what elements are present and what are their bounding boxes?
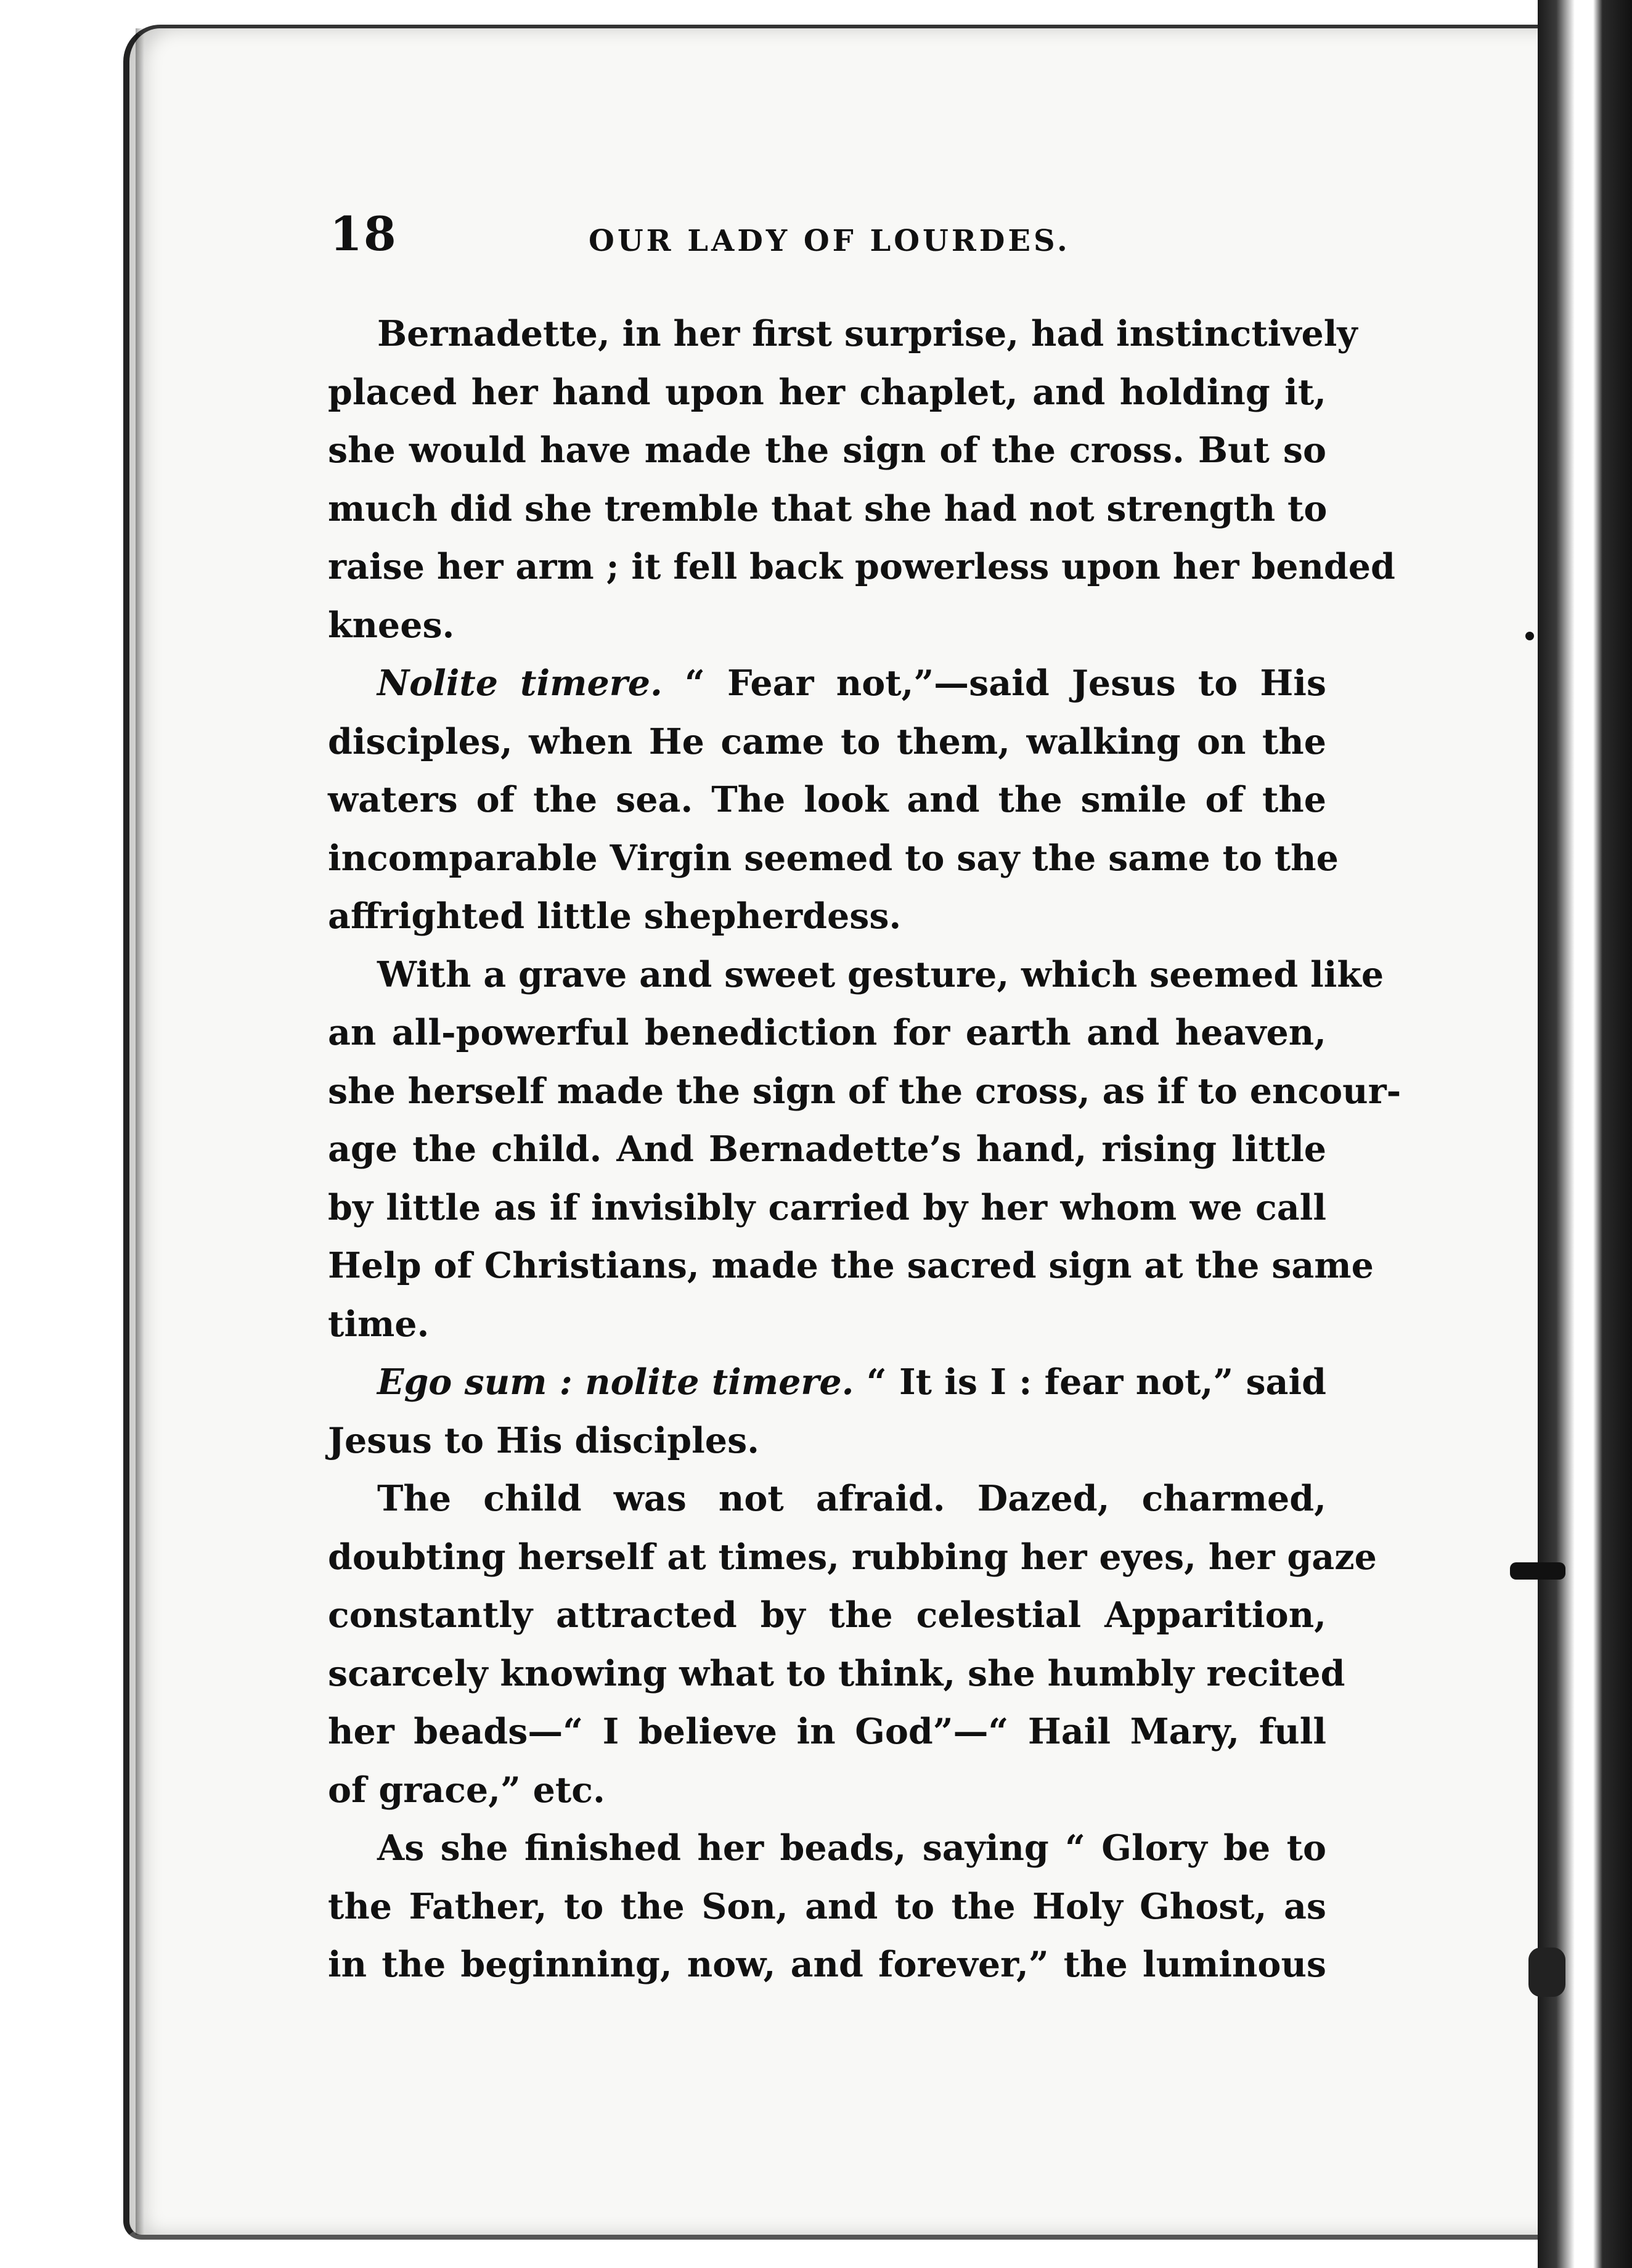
body-text (328, 305, 1401, 1994)
text-line: scarcely knowing what to think, she humbly recited (328, 1652, 1345, 1694)
text-run: “ Fear not,”—said Jesus to His (662, 663, 1326, 704)
paragraph (328, 655, 1339, 946)
latin-phrase: Ego sum : nolite timere. (377, 1361, 854, 1403)
text-line (328, 655, 1326, 713)
paragraph (328, 305, 1395, 655)
text-line: Bernadette, in her first surprise, had instinctively (377, 313, 1358, 354)
text-line: time. (328, 1303, 430, 1345)
text-line: an all-powerful benediction for earth and heaven, (328, 1012, 1326, 1053)
ink-speck (1525, 632, 1534, 640)
text-line: her beads—“ I believe in God”—“ Hail Mary, full (328, 1711, 1326, 1752)
paragraph (328, 946, 1401, 1354)
text-line: Jesus to His disciples. (328, 1419, 760, 1461)
text-line: doubting herself at times, rubbing her eyes, her gaze (328, 1536, 1377, 1578)
text-run: “ It is I : fear not,” said (854, 1361, 1326, 1403)
latin-phrase: Nolite timere. (377, 663, 663, 704)
text-line: incomparable Virgin seemed to say the same to the (328, 837, 1339, 879)
text-line: As she finished her beads, saying “ Glory be to (377, 1827, 1326, 1869)
text-line: Help of Christians, made the sacred sign at the same (328, 1245, 1374, 1286)
paragraph (328, 1470, 1377, 1819)
text-line: placed her hand upon her chaplet, and holding it, (328, 371, 1326, 413)
book-gutter (1538, 0, 1632, 2268)
text-line: The child was not afraid. Dazed, charmed, (377, 1478, 1326, 1519)
binding-tear (1528, 1948, 1565, 1997)
text-line: much did she tremble that she had not strength to (328, 487, 1328, 529)
text-line: of grace,” etc. (328, 1769, 605, 1811)
text-line: affrighted little shepherdess. (328, 895, 902, 937)
text-line: she herself made the sign of the cross, as if to encour- (328, 1070, 1401, 1112)
text-line: With a grave and sweet gesture, which seemed like (377, 953, 1384, 995)
text-line: raise her arm ; it fell back powerless upon her bended (328, 546, 1395, 587)
text-line: by little as if invisibly carried by her whom we call (328, 1186, 1326, 1228)
text-line: the Father, to the Son, and to the Holy Ghost, as (328, 1885, 1326, 1927)
text-line: age the child. And Bernadette’s hand, rising little (328, 1128, 1326, 1170)
text-line: disciples, when He came to them, walking on the (328, 720, 1326, 762)
paragraph (328, 1819, 1326, 1994)
text-line: knees. (328, 604, 455, 646)
text-line: constantly attracted by the celestial Apparition, (328, 1594, 1326, 1636)
text-line: she would have made the sign of the cross. But so (328, 430, 1326, 471)
running-title: OUR LADY OF LOURDES. (589, 224, 1071, 258)
text-line: waters of the sea. The look and the smile of the (328, 779, 1326, 820)
page-number: 18 (330, 206, 398, 261)
binding-mark (1510, 1562, 1565, 1580)
text-line: in the beginning, now, and forever,” the luminous (328, 1944, 1326, 1985)
text-line (328, 1353, 1326, 1412)
paragraph (328, 1353, 1326, 1470)
running-header (330, 206, 1131, 262)
